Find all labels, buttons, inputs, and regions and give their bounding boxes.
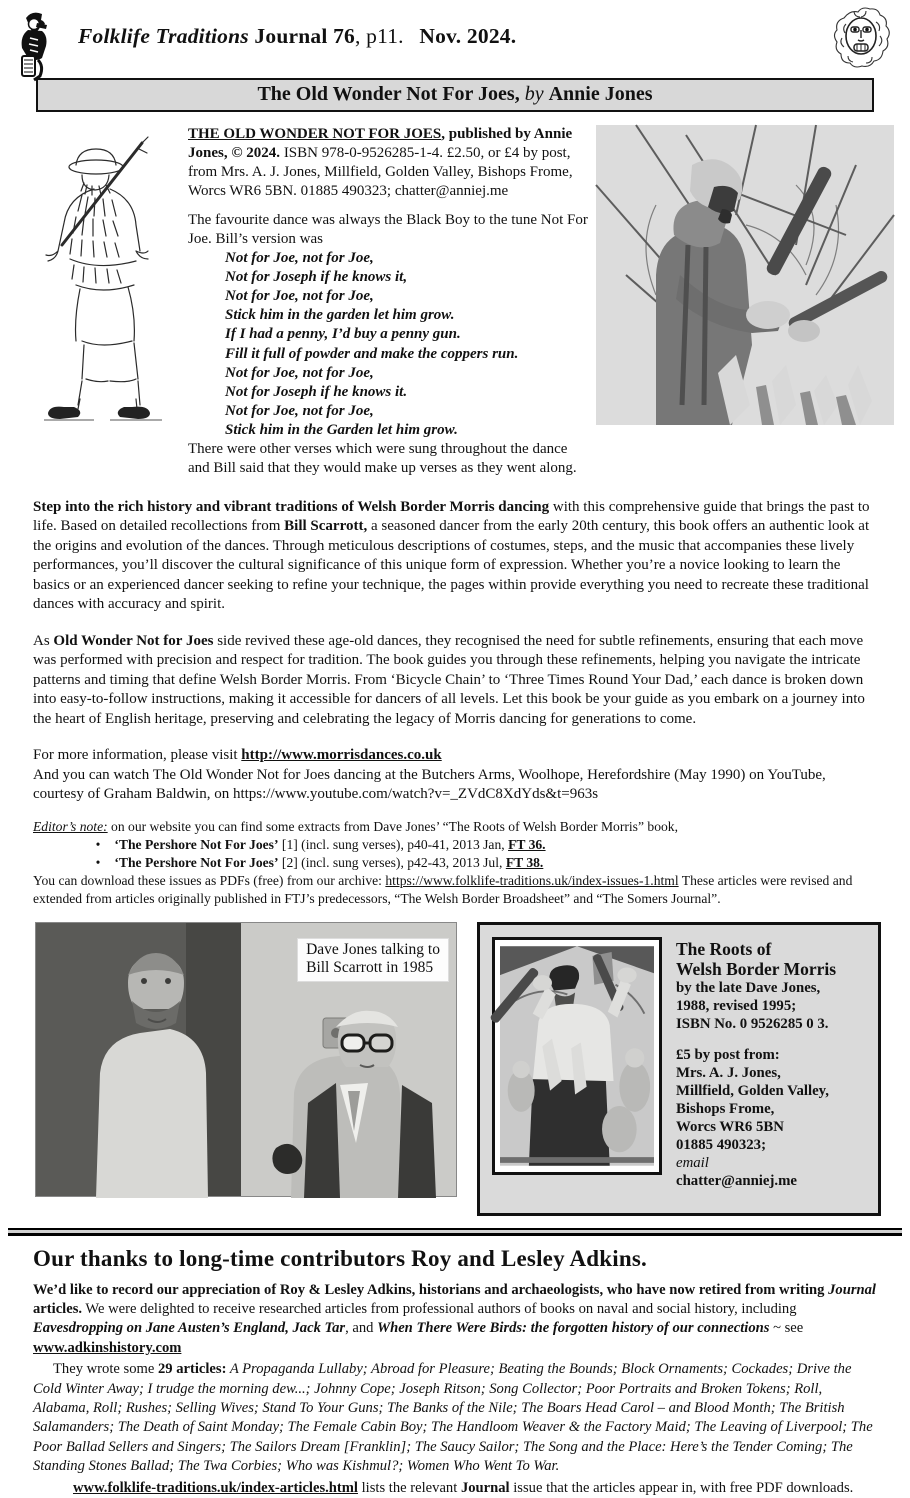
byline-by: by (524, 83, 544, 105)
adkinshistory-link[interactable]: www.adkinshistory.com (33, 1339, 182, 1356)
thanks-section (33, 1246, 877, 1498)
morris-dancer-with-sticks-photo (596, 125, 894, 488)
email-address: chatter@anniej.me (676, 1173, 798, 1190)
verse-line: Stick him in the garden let him grow. (225, 307, 455, 324)
dave-jones-and-bill-scarrott-photo (35, 922, 457, 1197)
verse-line: Not for Joseph if he knows it, (225, 269, 408, 286)
page-ref: , p11. (354, 24, 404, 48)
thanks-paragraph-2: They wrote some 29 articles: A Propaganda Lullaby; Abroad for Pleasure; Beating the Bounds; Block Ornaments; Cockades; Drive the Cold Winter Away; I trudge the morning dew...; Johnny Cope; Joseph Ritson; Song Collector; Poor Portraits and Broken Tokens; Roll, Alabama, Roll; Rushes; Selling Wives; Stand To Your Guns; The Banks of the Nile; The Boars Head Carol – and Blood Month; The British Salamanders; The Death of Saint Monday; The Female Cabin Boy; The Handloom Weaver & the Factory Maid; The Leaving of Liverpool; The Poor Ballad Sellers and Singers; The Sailors Dream [Franklin]; The Saucy Sailor; The Song and the Place: Here’s the Tender Coming; The Standing Stones Ballad; The Twa Corbies; Who was Kishmul?; Women Who Went To War. (33, 1361, 873, 1475)
song-verse (225, 249, 590, 439)
roots-book-details: The Roots of Welsh Border Morris by the late Dave Jones, 1988, revised 1995; ISBN No. 0 9526285 0 3. £5 by post from: Mrs. A. J. Jones, Millfield, Golden Valley, Bishops Frome, Worcs WR6 5BN 01885 490323; email chatter@anniej.me (676, 938, 837, 1190)
border-morris-dancer-photo (492, 937, 662, 1175)
youtube-line: And you can watch The Old Wonder Not for Joes dancing at the Butchers Arms, Woolhope, Herefordshire (May 1990) on YouTube, courtesy of Graham Baldwin, on https://www.youtube.com/watch?v=_ZVdC8XdYds&t=963s (33, 766, 826, 803)
article-intro-text (188, 125, 590, 488)
issue-date: Nov. 2024. (419, 24, 517, 48)
masthead (78, 24, 516, 49)
verse-line: Fill it full of powder and make the coppers run. (225, 345, 519, 362)
editors-note-label: Editor’s note: (33, 818, 108, 834)
article-top-section (24, 125, 888, 488)
paragraph-revival: As Old Wonder Not for Joes side revived these age-old dances, they recognised the need for subtle refinements, ensuring that each move was performed with precision and respect for tradition. The book guides you through these refinements, helping you navigate the intricate patterns and timing that define Welsh Border Morris. From ‘Bicycle Chain’ to ‘Three Times Round Your Dad,’ each dance is broken down into easy-to-follow instructions, making it accessible for dancers of all levels. Let this book be your guide as you embark on a journey into the heart of English heritage, preserving and celebrating the legacy of Morris dancing for generations to come. (33, 632, 865, 727)
editors-note-bullet-1: • ‘The Pershore Not For Joes’ [1] (incl. sung verses), p40-41, 2013 Jan, FT 36. (33, 836, 877, 854)
ft38-link[interactable]: FT 38. (505, 854, 544, 870)
paragraph-history: Step into the rich history and vibrant traditions of Welsh Border Morris dancing with this comprehensive guide that brings the past to life. Based on detailed recollections from Bill Scarrott, a seasoned dancer from the early 20th century, this book offers an authentic look at the origins and evolution of the dances. Through meticulous descriptions of costumes, steps, and the music that accompanies these lively performances, you’ll discover the cultural significance of this unique form of expression. Whether you’re a novice looking to learn the basics or an experienced dancer seeking to refine your technique, the pages within provide everything you need to recreate these traditional dances with accuracy and spirit. (33, 498, 870, 613)
roots-book-advert (477, 922, 881, 1216)
green-man-icon (832, 6, 890, 68)
morris-dancer-ink-sketch (24, 125, 182, 488)
verse-line: Stick him in the Garden let him grow. (225, 421, 458, 438)
bullet-icon: • (95, 854, 101, 870)
copyright: © 2024. (231, 145, 281, 162)
article-author: Annie Jones (548, 83, 653, 105)
thanks-heading: Our thanks to long-time contributors Roy and Lesley Adkins. (33, 1245, 647, 1271)
download-line: You can download these issues as PDFs (free) from our archive: https://www.folklife-traditions.uk/index-issues-1.html These articles were revised and extended from articles originally published in FTJ’s predecessors, “The Welsh Border Broadsheet” and “The Somers Journal”. (33, 872, 853, 906)
verse-outro: There were other verses which were sung throughout the dance and Bill said that they would make up verses as they went along. (188, 440, 577, 476)
article-title: The Old Wonder Not For Joes, (257, 83, 520, 105)
journal-issue: Journal 76 (254, 24, 355, 48)
pipe-and-tabor-icon (10, 8, 62, 82)
editors-note-bullet-2: • ‘The Pershore Not For Joes’ [2] (incl. sung verses), p42-43, 2013 Jul, FT 38. (33, 854, 877, 872)
ft36-link[interactable]: FT 36. (508, 836, 546, 852)
more-info-block: For more information, please visit http://www.morrisdances.co.uk And you can watch The Old Wonder Not for Joes dancing at the Butchers Arms, Woolhope, Herefordshire (May 1990) on YouTube, courtesy of Graham Baldwin, on https://www.youtube.com/watch?v=_ZVdC8XdYds&t=963s (33, 747, 826, 803)
morrisdances-link[interactable]: http://www.morrisdances.co.uk (241, 747, 442, 764)
index-articles-link[interactable]: www.folklife-traditions.uk/index-articles.html (73, 1479, 358, 1496)
verse-line: Not for Joe, not for Joe, (225, 288, 374, 305)
verse-line: Not for Joe, not for Joe, (225, 364, 374, 381)
section-divider (8, 1228, 902, 1236)
publication-details: THE OLD WONDER NOT FOR JOES, published by Annie Jones, © 2024. ISBN 978-0-9526285-1-4. £2.50, or £4 by post, from Mrs. A. J. Jones, Millfield, Golden Valley, Bishops Frome, Worcs WR6 5BN. 01885 490323; chatter@anniej.me (188, 126, 573, 200)
photo-caption: Dave Jones talking to Bill Scarrott in 1985 (298, 939, 448, 982)
photo-section (35, 922, 880, 1216)
thanks-paragraph-3: www.folklife-traditions.uk/index-articles.html lists the relevant Journal issue that the articles appear in, with free PDF downloads. (73, 1479, 854, 1496)
bullet-icon: • (95, 836, 101, 852)
journal-name: Folklife Traditions (78, 24, 249, 48)
archive-link[interactable]: https://www.folklife-traditions.uk/index-issues-1.html (385, 872, 679, 888)
verse-line: Not for Joe, not for Joe, (225, 250, 374, 267)
verse-line: Not for Joe, not for Joe, (225, 402, 374, 419)
verse-introduction: The favourite dance was always the Black Boy to the tune Not For Joe. Bill’s version was (188, 212, 588, 248)
email-label: email (676, 1155, 709, 1172)
thanks-paragraph-1: We’d like to record our appreciation of Roy & Lesley Adkins, historians and archaeologists, who have now retired from writing Journal articles. We were delighted to receive researched articles from professional authors of books on naval and social history, including Eavesdropping on Jane Austen’s England, Jack Tar, and When There Were Birds: the forgotten history of our connections ~ see www.adkinshistory.com (33, 1281, 876, 1356)
editors-note: Editor’s note: on our website you can find some extracts from Dave Jones’ “The Roots of Welsh Border Morris” book, • ‘The Pershore Not For Joes’ [1] (incl. sung verses), p40-41, 2013 Jan, FT 36. • ‘The Pershore Not For Joes’ [2] (incl. sung verses), p42-43, 2013 Jul, FT 38. You can download these issues as PDFs (free) from our archive: https://www.folklife-traditions.uk/index-issues-1.html These articles were revised and extended from articles originally published in FTJ’s predecessors, “The Welsh Border Broadsheet” and “The Somers Journal”. (33, 818, 877, 908)
article-title-bar (36, 78, 874, 112)
page-header (0, 0, 910, 78)
verse-line: Not for Joseph if he knows it. (225, 383, 408, 400)
book-title: THE OLD WONDER NOT FOR JOES (188, 126, 442, 142)
verse-line: If I had a penny, I’d buy a penny gun. (225, 326, 461, 343)
